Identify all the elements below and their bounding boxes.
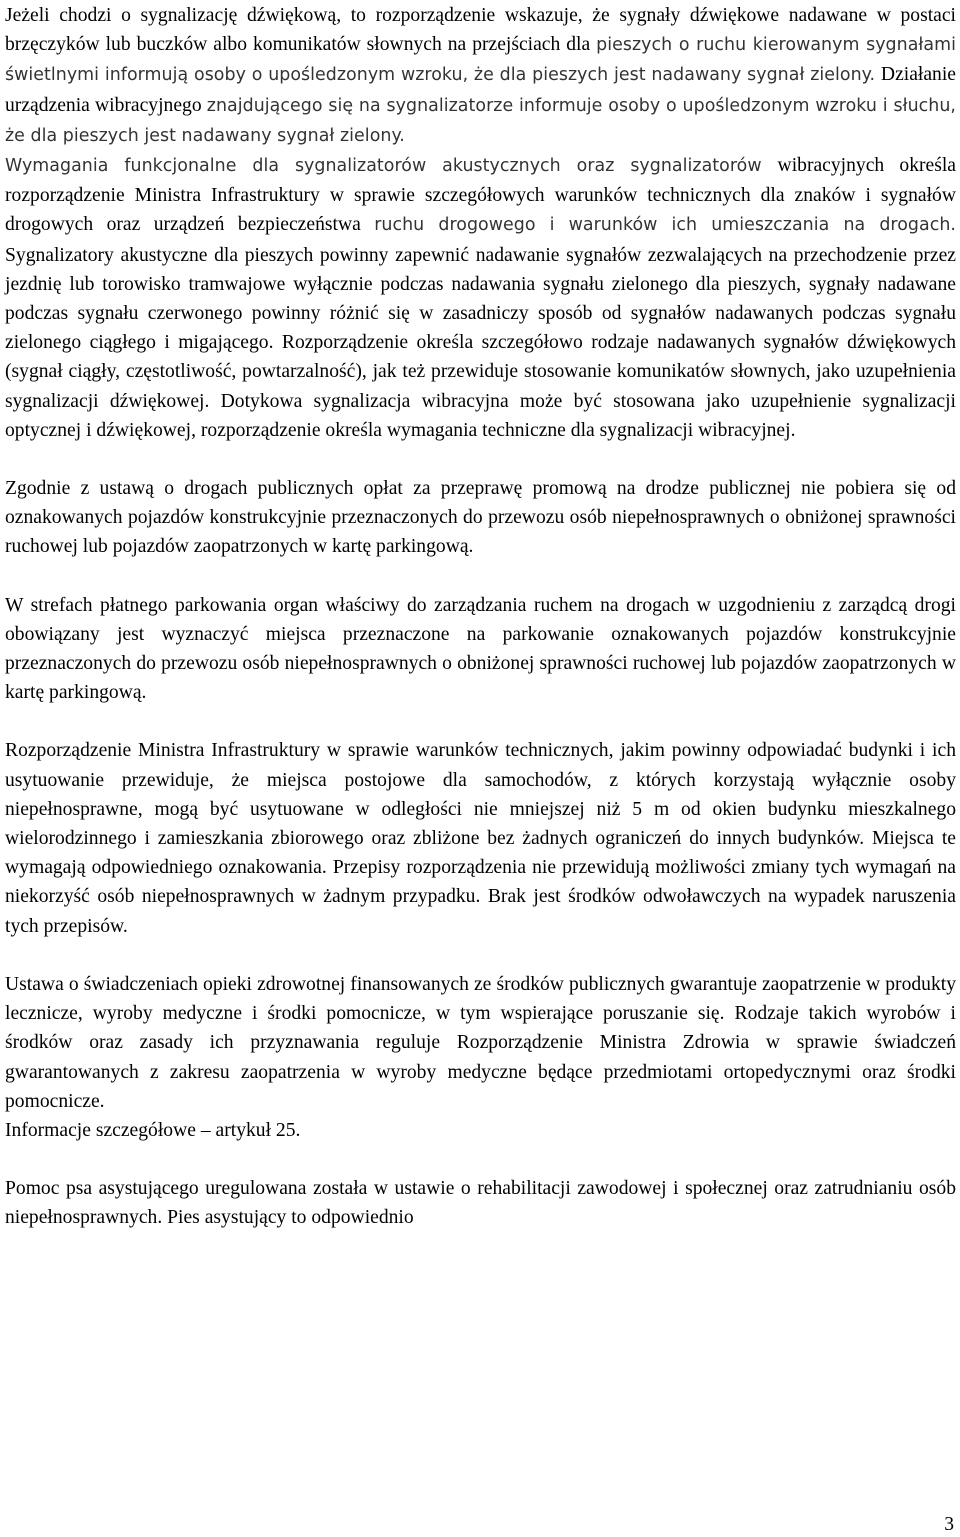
text-run: znajdującego się na sygnalizatorze informuje osoby o upośledzonym wzroku i słuchu, że dla pieszych jest nadawany sygnał zielony. xyxy=(5,95,956,146)
text-run: ruchu drogowego i warunków ich umieszczania na drogach. xyxy=(374,215,956,236)
text-run: Zgodnie z ustawą o drogach publicznych opłat za przeprawę promową na drodze publicznej nie pobiera się od oznakowanych pojazdów konstrukcyjnie przeznaczonych do przewozu osób niepełnosprawnych o obniżonej sprawności ruchowej lub pojazdów zaopatrzonych w kartę parkingową. xyxy=(5,478,956,558)
paragraph-healthcare-act xyxy=(5,970,956,1116)
text-run: Informacje szczegółowe – artykuł 25. xyxy=(5,1119,301,1141)
paragraph-parking-spaces-regulation xyxy=(5,736,956,940)
paragraph-assistance-dog xyxy=(5,1174,956,1232)
paragraph-sound-signals xyxy=(5,1,956,151)
paragraph-details-reference xyxy=(5,1116,956,1145)
page-number: 3 xyxy=(944,1514,954,1535)
text-run: Rozporządzenie Ministra Infrastruktury w sprawie warunków technicznych, jakim powinny odpowiadać budynki i ich usytuowanie przewiduje, że miejsca postojowe dla samochodów, z których korzystają wyłącznie osoby niepełnosprawne, mogą być usytuowane w odległości nie mniejszej niż 5 m od okien budynku mieszkalnego wielorodzinnego i zamieszkania zbiorowego oraz zbliżone bez żadnych ograniczeń do innych budynków. Miejsca te wymagają odpowiedniego oznakowania. Przepisy rozporządzenia nie przewidują możliwości zmiany tych wymagań na niekorzyść osób niepełnosprawnych w żadnym przypadku. Brak jest środków odwoławczych na wypadek naruszenia tych przepisów. xyxy=(5,740,956,937)
text-run: Wymagania funkcjonalne dla sygnalizatorów akustycznych oraz sygnalizatorów xyxy=(5,156,778,177)
document-page xyxy=(5,1,956,1233)
paragraph-functional-requirements xyxy=(5,151,956,445)
text-run: W strefach płatnego parkowania organ właściwy do zarządzania ruchem na drogach w uzgodnieniu z zarządcą drogi obowiązany jest wyznaczyć miejsca przeznaczone na parkowanie oznakowanych pojazdów konstrukcyjnie przeznaczonych do przewozu osób niepełnosprawnych o obniżonej sprawności ruchowej lub pojazdów zaopatrzonych w kartę parkingową. xyxy=(5,594,956,704)
text-run: Jeżeli chodzi o sygnalizację dźwiękową, to rozporządzenie wskazuje, że sygnały dźwiękowe nadawane w postaci brzęczyków lub buczków albo komunikatów słownych na przejściach dla xyxy=(5,5,956,56)
text-run: Pomoc psa asystującego uregulowana została w ustawie o rehabilitacji zawodowej i społecznej oraz zatrudnianiu osób niepełnosprawnych. Pies asystujący to odpowiednio xyxy=(5,1178,956,1229)
text-run: pieszych o ruchu kierowanym sygnałami świetlnymi informują osoby o upośledzonym wzroku, że dla pieszych jest nadawany sygnał zielony. xyxy=(5,35,956,86)
text-run: wibracyjnych określa rozporządzenie Ministra Infrastruktury w sprawie szczegółowych warunków technicznych dla znaków i sygnałów drogowych oraz urządzeń bezpieczeństwa xyxy=(5,155,956,236)
text-run: Ustawa o świadczeniach opieki zdrowotnej finansowanych ze środków publicznych gwarantuje zaopatrzenie w produkty lecznicze, wyroby medyczne i środki pomocnicze, w tym wspierające poruszanie się. Rodzaje takich wyrobów i środków oraz zasady ich przyznawania reguluje Rozporządzenie Ministra Zdrowia w sprawie świadczeń gwarantowanych z zakresu zaopatrzenia w wyroby medyczne będące przedmiotami ortopedycznymi oraz środki pomocnicze. xyxy=(5,973,956,1112)
text-run: Działanie urządzenia wibracyjnego xyxy=(5,64,956,116)
paragraph-ferry-fees xyxy=(5,474,956,562)
paragraph-paid-parking-zones xyxy=(5,591,956,708)
text-run: Sygnalizatory akustyczne dla pieszych powinny zapewnić nadawanie sygnałów zezwalających na przechodzenie przez jezdnię lub torowisko tramwajowe wyłącznie podczas nadawania sygnału zielonego dla pieszych, sygnały nadawane podczas sygnału czerwonego powinny różnić się w zasadniczy sposób od sygnałów nadawanych podczas sygnału zielonego ciągłego i migającego. Rozporządzenie określa szczegółowo rodzaje nadawanych sygnałów dźwiękowych (sygnał ciągły, częstotliwość, powtarzalność), jak też przewiduje stosowanie komunikatów słownych, jako uzupełnienia sygnalizacji dźwiękowej. Dotykowa sygnalizacja wibracyjna może być stosowana jako uzupełnienie sygnalizacji optycznej i dźwiękowej, rozporządzenie określa wymagania techniczne dla sygnalizacji wibracyjnej. xyxy=(5,244,956,441)
